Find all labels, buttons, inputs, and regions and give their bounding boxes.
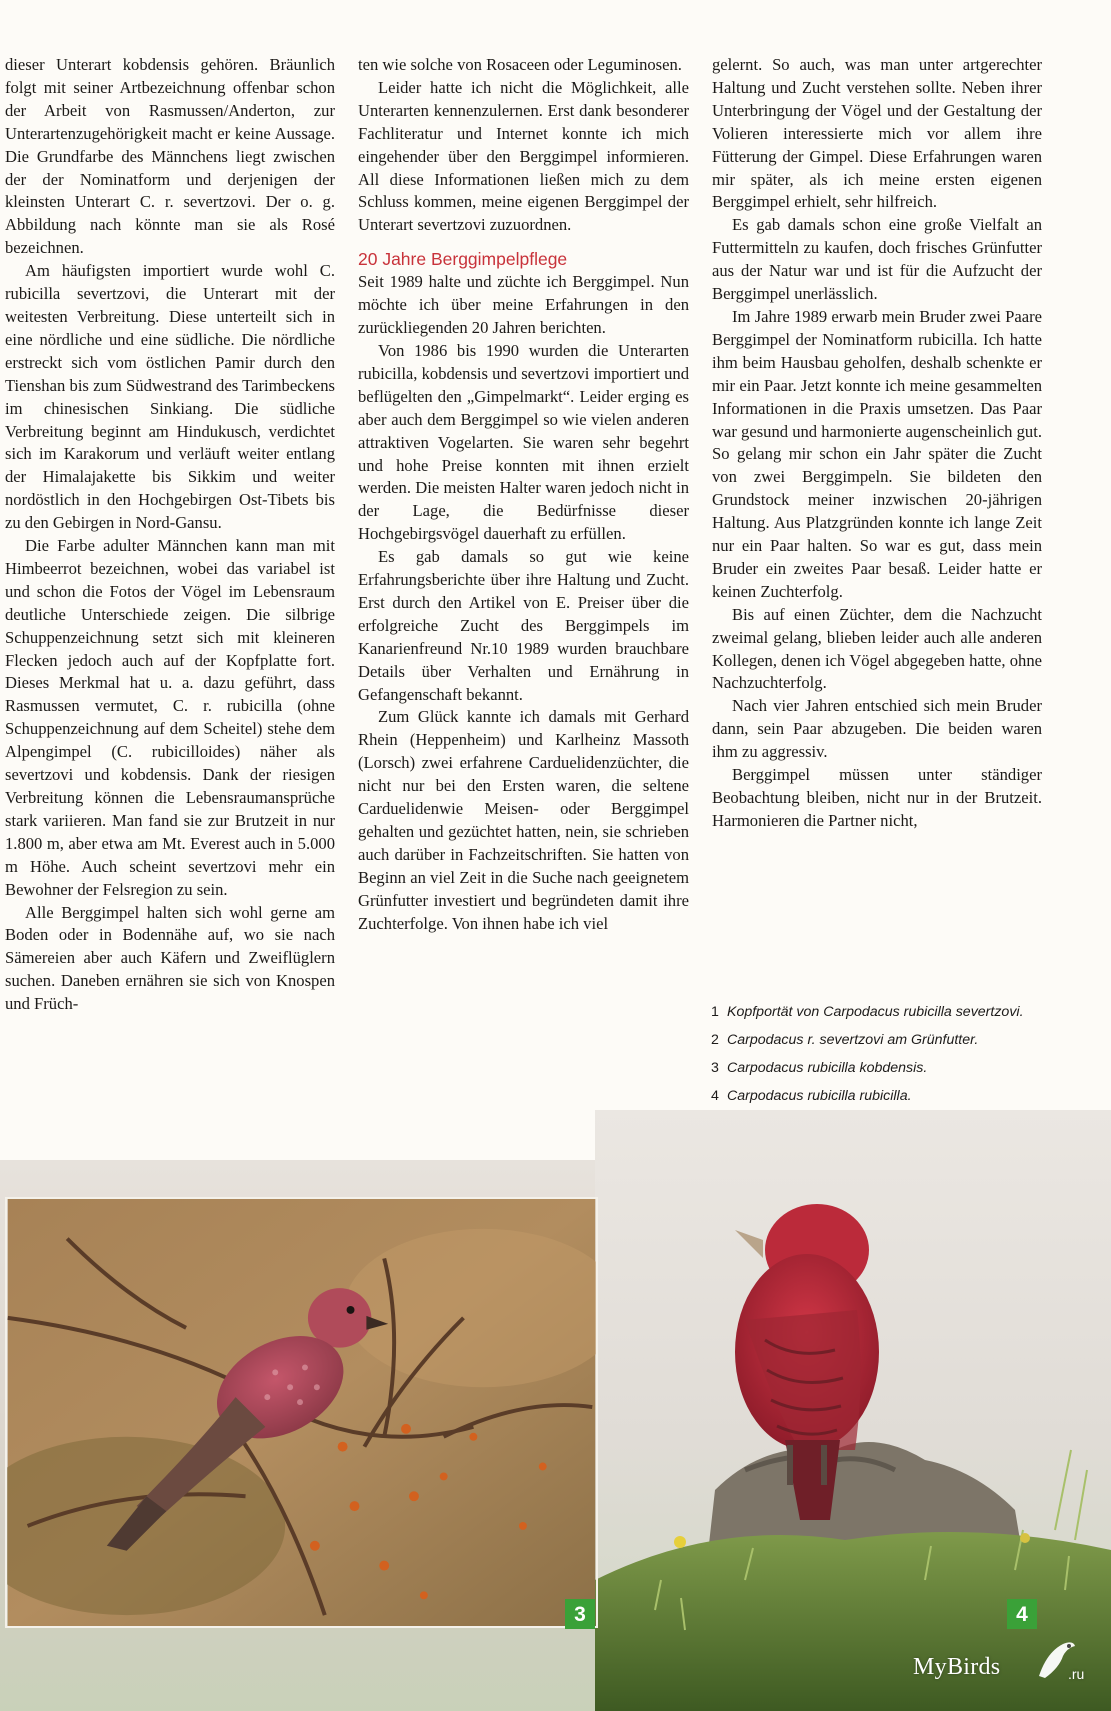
paragraph: Am häufigsten importiert wurde wohl C. rubicilla severtzovi, die Unterart mit der weitesten Verbreitung. Diese unterteilt sich in eine nördliche und eine südliche. Die nördliche erstreckt sich vom östlichen Pamir durch den Tienshan bis zum Südwestrand des Tarimbeckens im chinesischen Sinkiang. Die südliche Verbreitung beginnt am Hindukusch, verdichtet sich im Karakorum und verläuft weiter entlang der Himalajakette bis Sikkim und weiter nordöstlich in den Hochgebirgen Ost-Tibets bis zu den Gebirgen in Nord-Gansu. [5,261,335,533]
paragraph: dieser Unterart kobdensis gehören. Bräunlich folgt mit seiner Artbezeichnung offenbar schon der Arbeit von Rasmussen/Anderton, zur Unterartenzugehörigkeit macht er keine Aussage. Die Grundfarbe des Männchens liegt zwischen der der Nominatform und derjenigen der kleinsten Unterart C. r. severtzovi. Der o. g. Abbildung nach könnte man sie als Rosé bezeichnen. [5,55,335,258]
figure-captions [711,1002,1071,1114]
paragraph: Bis auf einen Züchter, dem die Nachzucht zweimal gelang, blieben leider auch alle anderen Kollegen, denen ich Vögel abgegeben hatte, ohne Nachzuchterfolg. [712,604,1042,693]
paragraph: ten wie solche von Rosaceen oder Leguminosen. [358,55,682,74]
watermark-tld: .ru [1068,1666,1085,1682]
paragraph: Von 1986 bis 1990 wurden die Unterarten rubicilla, kobdensis und severtzovi importiert und beflügelten den „Gimpelmarkt“. Leider erging es aber auch dem Berggimpel so wie vielen anderen attraktiven Vogelarten. Sie waren sehr begehrt und hohe Preise konnten mit ihnen erzielt werden. Die meisten Halter waren jedoch nicht in der Lage, die Bedürfnisse dieser Hochgebirgsvögel dauerhaft zu erfüllen. [358,340,689,544]
mybirds-watermark [913,1638,1103,1698]
photo-bird-in-bush [5,1197,598,1628]
paragraph: Leider hatte ich nicht die Möglichkeit, alle Unterarten kennenzulernen. Erst dank besonderer Fachliteratur und Internet konnte ich mich eingehender über den Berggimpel informieren. All diese Informationen ließen mich zu dem Schluss kommen, meine eigenen Berggimpel der Unterart severtzovi zuzuordnen. [358,77,689,235]
caption: 1 Kopfportät von Carpodacus rubicilla severtzovi. [711,1004,1024,1020]
watermark-text: MyBirds [913,1654,1001,1680]
text-column-2 [358,54,689,936]
text-column-3 [712,54,1042,833]
figure-number-badge: 3 [565,1599,595,1629]
section-heading: 20 Jahre Berggimpelpflege [358,249,568,270]
text-column-1 [5,54,335,1016]
paragraph: Die Farbe adulter Männchen kann man mit Himbeerrot bezeichnen, wobei das variabel ist und schon die Fotos der Vögel im Lebensraum deutliche Unterschiede zeigen. Die silbrige Schuppenzeichnung setzt sich mit kleineren Flecken jedoch auch auf der Kopfplatte fort. Dieses Merkmal hat u. a. dazu geführt, dass Rasmussen vermutet, C. r. rubicilla (ohne Schuppenzeichnung auf dem Scheitel) stehe dem Alpengimpel (C. rubicilloides) näher als severtzovi und kobdensis. Dank der riesigen Verbreitung können die Lebensraumansprüche stark variieren. Man fand sie zur Brutzeit in nur 1.800 m, aber etwa am Mt. Everest auch in 5.000 m Höhe. Auch scheint severtzovi mehr ein Bewohner der Felsregion zu sein. [5,536,335,899]
paragraph: Berggimpel müssen unter ständiger Beobachtung bleiben, nicht nur in der Brutzeit. Harmonieren die Partner nicht, [712,765,1042,830]
figure-number-badge: 4 [1007,1599,1037,1629]
paragraph: Alle Berggimpel halten sich wohl gerne am Boden oder in Bodennähe auf, wo sie nach Sämereien aber auch Käfern und Zweiflüglern suchen. Daneben ernähren sie sich von Knospen und Früch- [5,902,335,1014]
paragraph: Seit 1989 halte und züchte ich Berggimpel. Nun möchte ich über meine Erfahrungen in den zurückliegenden 20 Jahren berichten. [358,272,689,338]
paragraph: Es gab damals schon eine große Vielfalt an Futtermitteln zu kaufen, doch frisches Grünfutter aus der Natur war und ist für die Aufzucht der Berggimpel unerlässlich. [712,215,1042,304]
paragraph: Es gab damals so gut wie keine Erfahrungsberichte über ihre Haltung und Zucht. Erst durch den Artikel von E. Preiser über die erfolgreiche Zucht des Berggimpels im Kanarienfreund Nr.10 1989 wurden brauchbare Details über Verhalten und Ernährung in Gefangenschaft bekannt. [358,547,689,704]
paragraph: Zum Glück kannte ich damals mit Gerhard Rhein (Heppenheim) und Karlheinz Massoth (Lorsch) zwei erfahrene Carduelidenzüchter, die nicht nur bei den Ersten waren, die seltene Carduelidenwie Meisen- oder Berggimpel gehalten und gezüchtet hatten, nein, sie schrieben auch darüber in Fachzeitschriften. Sie hatten von Beginn an viel Zeit in die Suche nach geeignetem Grünfutter investiert und begründeten damit ihre Zuchterfolge. Von ihnen habe ich viel [358,707,689,933]
caption: 4 Carpodacus rubicilla rubicilla. [711,1088,912,1104]
paragraph: Nach vier Jahren entschied sich mein Bruder dann, sein Paar abzugeben. Die beiden waren ihm zu aggressiv. [712,696,1042,762]
caption: 2 Carpodacus r. severtzovi am Grünfutter. [711,1032,979,1048]
paragraph: gelernt. So auch, was man unter artgerechter Haltung und Zucht verstehen sollte. Neben ihrer Unterbringung der Vögel und der Gestaltung der Volieren interessierte mich vor allem ihre Fütterung der Gimpel. Diese Erfahrungen waren mir später, als ich meine ersten eigenen Berggimpel erhielt, sehr hilfreich. [712,55,1042,212]
caption: 3 Carpodacus rubicilla kobdensis. [711,1060,928,1076]
paragraph: Im Jahre 1989 erwarb mein Bruder zwei Paare Berggimpel der Nominatform rubicilla. Ich hatte ihm beim Hausbau geholfen, deshalb schenkte er mir ein Paar. Jetzt konnte ich meine gesammelten Informationen in die Praxis umsetzen. Das Paar war gesund und harmonierte augenscheinlich gut. So gelang mir schon ein Jahr später die Zucht von zwei Berggimpeln. Sie bildeten den Grundstock meiner inzwischen 20-jährigen Haltung. Aus Platzgründen konnte ich lange Zeit nur ein Paar halten. So war es gut, dass mein Bruder ein zweites Paar besaß. Leider hatte er keinen Zuchterfolg. [712,306,1042,601]
